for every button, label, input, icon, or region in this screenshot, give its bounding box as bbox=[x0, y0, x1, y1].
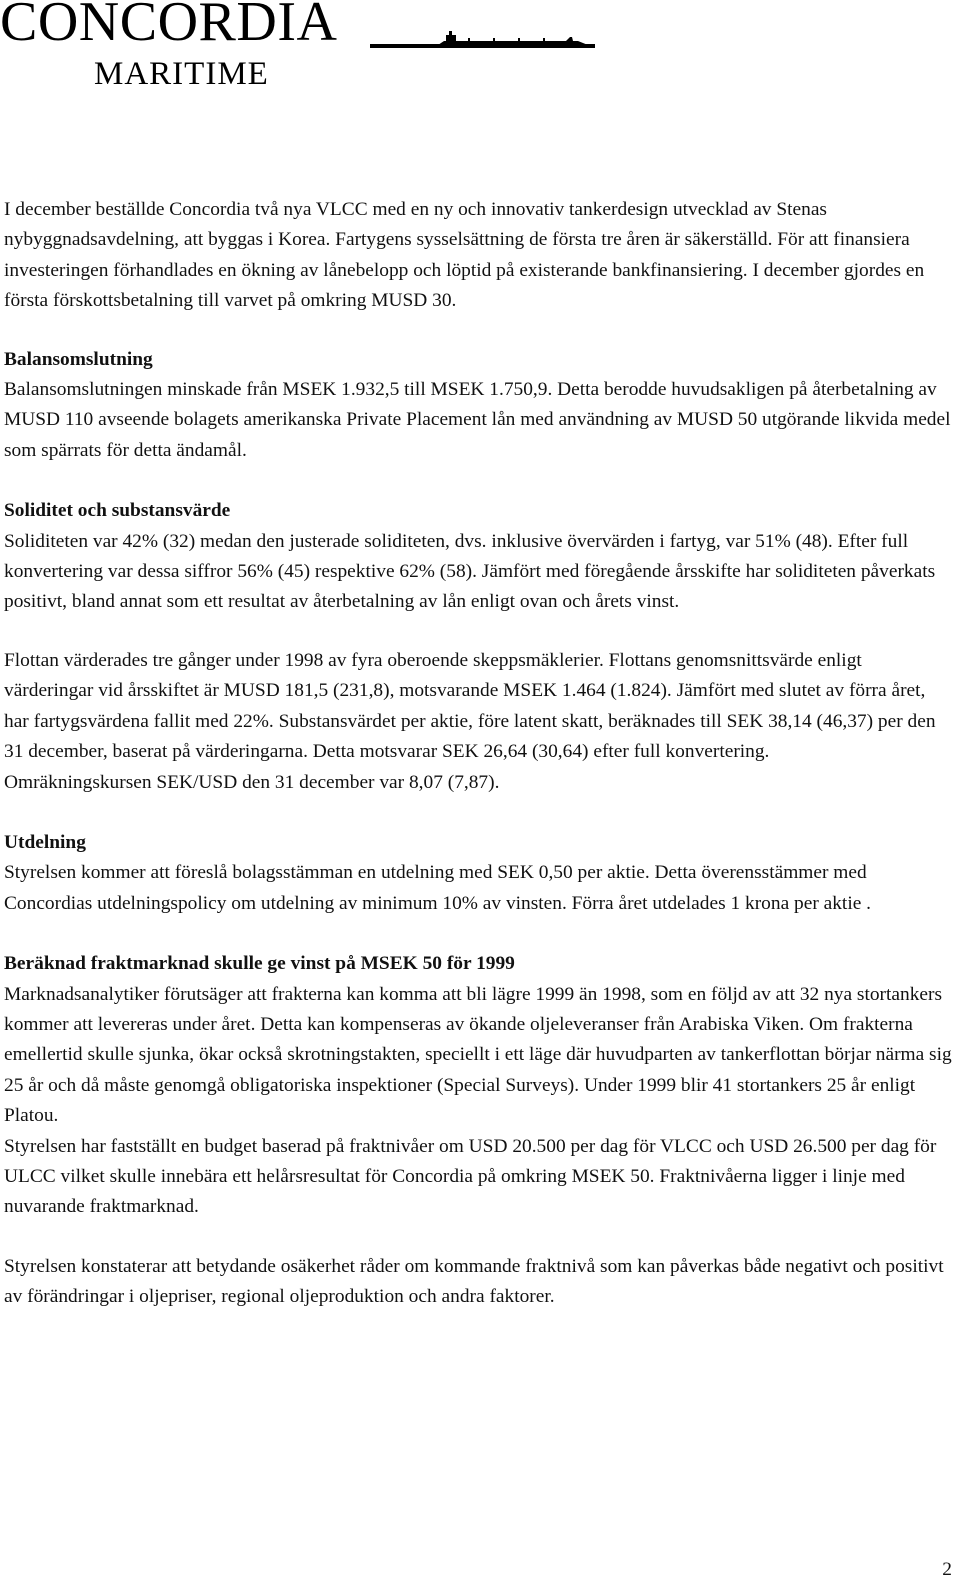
budget-paragraph: Styrelsen har fastställt en budget baserad på fraktnivåer om USD 20.500 per dag för VLCC och USD 26.500 per dag för ULCC vilket skulle innebära ett helårsresultat för Concordia på omkring MSEK 50. Fraktnivåerna ligger i linje med nuvarande fraktmarknad. bbox=[4, 1135, 937, 1218]
exchange-rate-line: Omräkningskursen SEK/USD den 31 december var 8,07 (7,87). bbox=[4, 771, 500, 793]
document-body bbox=[4, 195, 954, 1313]
balance-paragraph: Balansomslutningen minskade från MSEK 1.932,5 till MSEK 1.750,9. Detta berodde huvudsakligen på återbetalning av MUSD 110 avseende bolagets amerikanska Private Placement lån med användning av MUSD 50 utgörande likvida medel som spärrats för detta ändamål. bbox=[4, 379, 951, 461]
intro-paragraph: I december beställde Concordia två nya VLCC med en ny och innovativ tankerdesign utvecklad av Stenas nybyggnadsavdelning, att byggas i Korea. Fartygens sysselsättning de första tre åren är säkerställd. För att finansiera investeringen förhandlades en ökning av lånebelopp och löptid på existerande bankfinansiering. I december gjordes en första förskottsbetalning till varvet på omkring MUSD 30. bbox=[4, 199, 925, 312]
balance-heading: Balansomslutning bbox=[4, 348, 153, 370]
freight-market-heading: Beräknad fraktmarknad skulle ge vinst på MSEK 50 för 1999 bbox=[4, 953, 515, 975]
freight-market-paragraph: Marknadsanalytiker förutsäger att frakterna kan komma att bli lägre 1999 än 1998, som en följd av att 32 nya stortankers kommer att levereras under året. Detta kan kompenseras av ökande oljeleveranser från Arabiska Viken. Om frakterna emellertid skulle sjunka, ökar också skrotningstakten, speciellt i ett läge där huvudparten av tankerflottan börjar närma sig 25 år och då måste genomgå obligatoriska inspektioner (Special Surveys). Under 1999 blir 41 stortankers 25 år enligt Platou. bbox=[4, 983, 952, 1127]
dividend-heading: Utdelning bbox=[4, 831, 86, 853]
page-number: 2 bbox=[942, 1559, 952, 1580]
uncertainty-paragraph: Styrelsen konstaterar att betydande osäkerhet råder om kommande fraktnivå som kan påverkas både negativt och positivt av förändringar i oljepriser, regional oljeproduktion och andra faktorer. bbox=[4, 1255, 944, 1308]
logo-subtitle: MARITIME bbox=[94, 56, 269, 92]
solidity-heading: Soliditet och substansvärde bbox=[4, 500, 231, 522]
solidity-paragraph: Soliditeten var 42% (32) medan den justerade soliditeten, dvs. inklusive övervärden i fartyg, var 51% (48). Efter full konvertering var dessa siffror 56% (45) respektive 62% (58). Jämfört med föregående årsskifte har soliditeten påverkats positivt, bland annat som ett resultat av återbetalning av lån enligt ovan och årets vinst. bbox=[4, 530, 936, 613]
fleet-paragraph: Flottan värderades tre gånger under 1998 av fyra oberoende skeppsmäklerier. Flottans genomsnittsvärde enligt värderingar vid årsskiftet är MUSD 181,5 (231,8), motsvarande MSEK 1.464 (1.824). Jämfört med slutet av förra året, har fartygsvärdena fallit med 22%. Substansvärdet per aktie, före latent skatt, beräknades till SEK 38,14 (46,37) per den 31 december, baserat på värderingarna. Detta motsvarar SEK 26,64 (30,64) efter full konvertering. bbox=[4, 649, 936, 763]
dividend-paragraph: Styrelsen kommer att föreslå bolagsstämman en utdelning med SEK 0,50 per aktie. Detta överensstämmer med Concordias utdelningspolicy om utdelning av minimum 10% av vinsten. Förra året utdelades 1 krona per aktie . bbox=[4, 862, 872, 914]
company-logo bbox=[0, 0, 600, 100]
logo-title: CONCORDIA bbox=[0, 0, 338, 53]
tanker-ship-icon bbox=[438, 29, 588, 49]
